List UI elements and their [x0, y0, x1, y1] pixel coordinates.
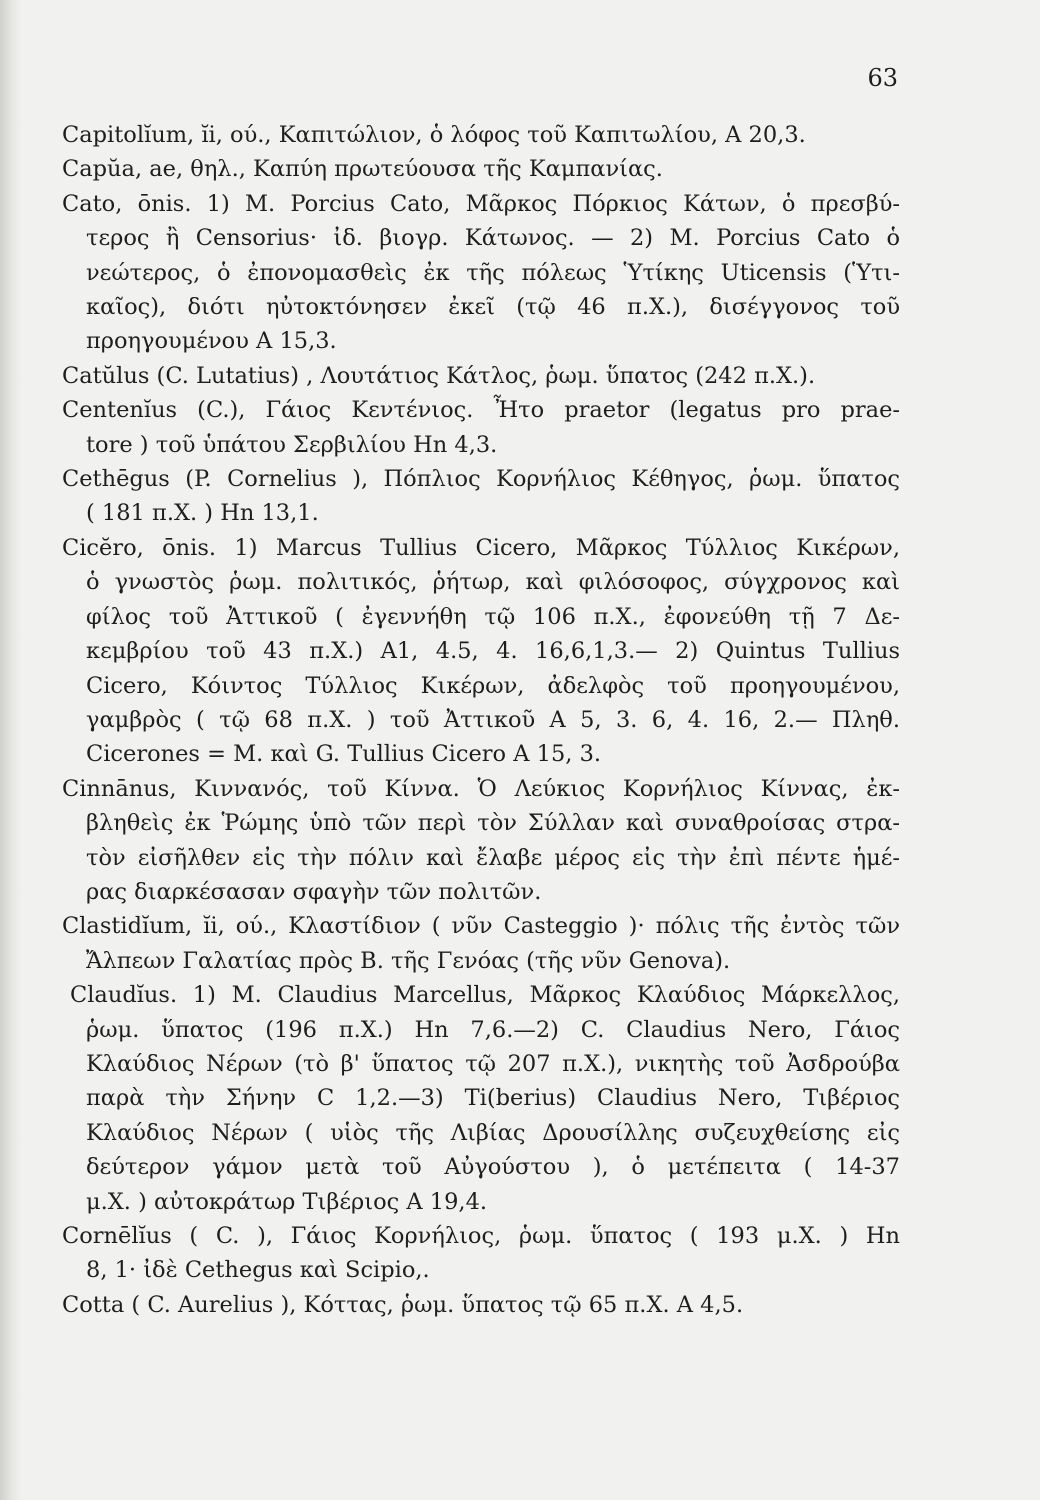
glossary-entry — [62, 118, 900, 152]
entry-text-line: Cicero, Κόιντος Τύλλιος Κικέρων, ἀδελφὸς τοῦ προηγουμένου, — [86, 672, 900, 699]
entry-text-line: δεύτερον γάμον μετὰ τοῦ Αὐγούστου ), ὁ μετέπειτα ( 14-37 — [86, 1154, 900, 1181]
entry-headword-line: Cethēgus (P. Cornelius ), Πόπλιος Κορνήλιος Κέθηγος, ῥωμ. ὕπατος — [62, 466, 900, 493]
entry-text-line: Cicerones = M. καὶ G. Tullius Cicero Α 15, 3. — [86, 741, 602, 768]
entry-text-line: γαμβρὸς ( τῷ 68 π.Χ. ) τοῦ Ἀττικοῦ Α 5, 3. 6, 4. 16, 2.— Πληθ. — [86, 706, 900, 733]
entry-headword-line: Centenĭus (C.), Γάιος Κεντένιος. Ἦτο praetor (legatus pro prae- — [62, 397, 900, 424]
entry-headword-line: Cinnānus, Κιννανός, τοῦ Κίννα. Ὁ Λεύκιος Κορνήλιος Κίννας, ἐκ- — [62, 775, 900, 802]
page-gutter-shadow — [0, 0, 22, 1500]
entry-headword-line: Catŭlus (C. Lutatius) , Λουτάτιος Κάτλος, ῥωμ. ὕπατος (242 π.Χ.). — [62, 362, 816, 389]
glossary-entry — [62, 909, 900, 978]
entry-text-line: νεώτερος, ὁ ἐπονομασθεὶς ἐκ τῆς πόλεως Ὑτίκης Uticensis (Ὑτι- — [86, 259, 900, 286]
entry-headword-line: Capŭa, ae, θηλ., Καπύη πρωτεύουσα τῆς Καμπανίας. — [62, 156, 663, 183]
entry-headword-line: Claudĭus. 1) M. Claudius Marcellus, Μᾶρκος Κλαύδιος Μάρκελλος, — [70, 982, 900, 1009]
entry-headword-line: Cotta ( C. Aurelius ), Κόττας, ῥωμ. ὕπατος τῷ 65 π.Χ. Α 4,5. — [62, 1291, 744, 1318]
glossary-entries — [62, 118, 900, 1322]
glossary-entry — [62, 1219, 900, 1288]
entry-headword-line: Clastidĭum, ĭi, ού., Κλαστίδιον ( νῦν Casteggio )· πόλις τῆς ἐντὸς τῶν — [62, 913, 900, 940]
entry-text-line: κεμβρίου τοῦ 43 π.Χ.) Α1, 4.5, 4. 16,6,1,3.— 2) Quintus Tullius — [86, 638, 900, 665]
entry-text-line: μ.Χ. ) αὐτοκράτωρ Τιβέριος Α 19,4. — [86, 1188, 488, 1215]
glossary-entry — [62, 359, 900, 393]
glossary-entry — [62, 531, 900, 772]
entry-text-line: καῖος), διότι ηὐτοκτόνησεν ἐκεῖ (τῷ 46 π.Χ.), δισέγγονος τοῦ — [86, 294, 900, 321]
entry-headword-line: Capitolĭum, ĭi, ού., Καπιτώλιον, ὁ λόφος τοῦ Καπιτωλίου, Α 20,3. — [62, 122, 806, 148]
glossary-entry — [62, 978, 900, 1219]
glossary-entry — [62, 1288, 900, 1322]
entry-headword-line: Cornēlĭus ( C. ), Γάιος Κορνήλιος, ῥωμ. ὕπατος ( 193 μ.Χ. ) Hn — [62, 1223, 900, 1249]
entry-text-line: βληθεὶς ἐκ Ῥώμης ὑπὸ τῶν περὶ τὸν Σύλλαν καὶ συναθροίσας στρα- — [86, 810, 900, 837]
glossary-entry — [62, 393, 900, 462]
entry-text-line: παρὰ τὴν Σήνην C 1,2.—3) Ti(berius) Claudius Nero, Τιβέριος — [86, 1085, 900, 1112]
entry-text-line: τερος ἢ Censorius· ἰδ. βιογρ. Κάτωνος. — 2) M. Porcius Cato ὁ — [86, 225, 900, 252]
entry-text-line: τὸν εἰσῆλθεν εἰς τὴν πόλιν καὶ ἔλαβε μέρος εἰς τὴν ἐπὶ πέντε ἡμέ- — [86, 844, 900, 871]
entry-headword-line: Cato, ōnis. 1) M. Porcius Cato, Μᾶρκος Πόρκιος Κάτων, ὁ πρεσβύ- — [62, 190, 900, 217]
glossary-entry — [62, 772, 900, 910]
entry-text-line: Κλαύδιος Νέρων (τὸ β' ὕπατος τῷ 207 π.Χ.), νικητὴς τοῦ Ἀσδρούβα — [86, 1050, 900, 1077]
entry-text-line: Κλαύδιος Νέρων ( υἱὸς τῆς Λιβίας Δρουσίλλης συζευχθείσης εἰς — [86, 1119, 900, 1146]
glossary-entry — [62, 152, 900, 186]
entry-text-line: ρας διαρκέσασαν σφαγὴν τῶν πολιτῶν. — [86, 878, 542, 905]
entry-text-line: tore ) τοῦ ὑπάτου Σερβιλίου Ηn 4,3. — [86, 431, 498, 458]
entry-text-line: ὁ γνωστὸς ῥωμ. πολιτικός, ῥήτωρ, καὶ φιλόσοφος, σύγχρονος καὶ — [86, 569, 900, 596]
entry-text-line: προηγουμένου Α 15,3. — [86, 328, 337, 355]
entry-text-line: φίλος τοῦ Ἀττικοῦ ( ἐγεννήθη τῷ 106 π.Χ., ἐφονεύθη τῇ 7 Δε- — [86, 603, 900, 630]
page-number: 63 — [867, 64, 898, 92]
entry-headword-line: Cicĕro, ōnis. 1) Marcus Tullius Cicero, Μᾶρκος Τύλλιος Κικέρων, — [62, 534, 900, 561]
glossary-entry — [62, 187, 900, 359]
entry-text-line: 8, 1· ἰδὲ Cethegus καὶ Scipio,. — [86, 1257, 430, 1284]
entry-text-line: Ἄλπεων Γαλατίας πρὸς Β. τῆς Γενόας (τῆς νῦν Genova). — [86, 947, 731, 974]
entry-text-line: ( 181 π.Χ. ) Hn 13,1. — [86, 500, 319, 527]
glossary-entry — [62, 462, 900, 531]
entry-text-line: ῥωμ. ὕπατος (196 π.Χ.) Hn 7,6.—2) C. Claudius Nero, Γάιος — [86, 1016, 900, 1043]
